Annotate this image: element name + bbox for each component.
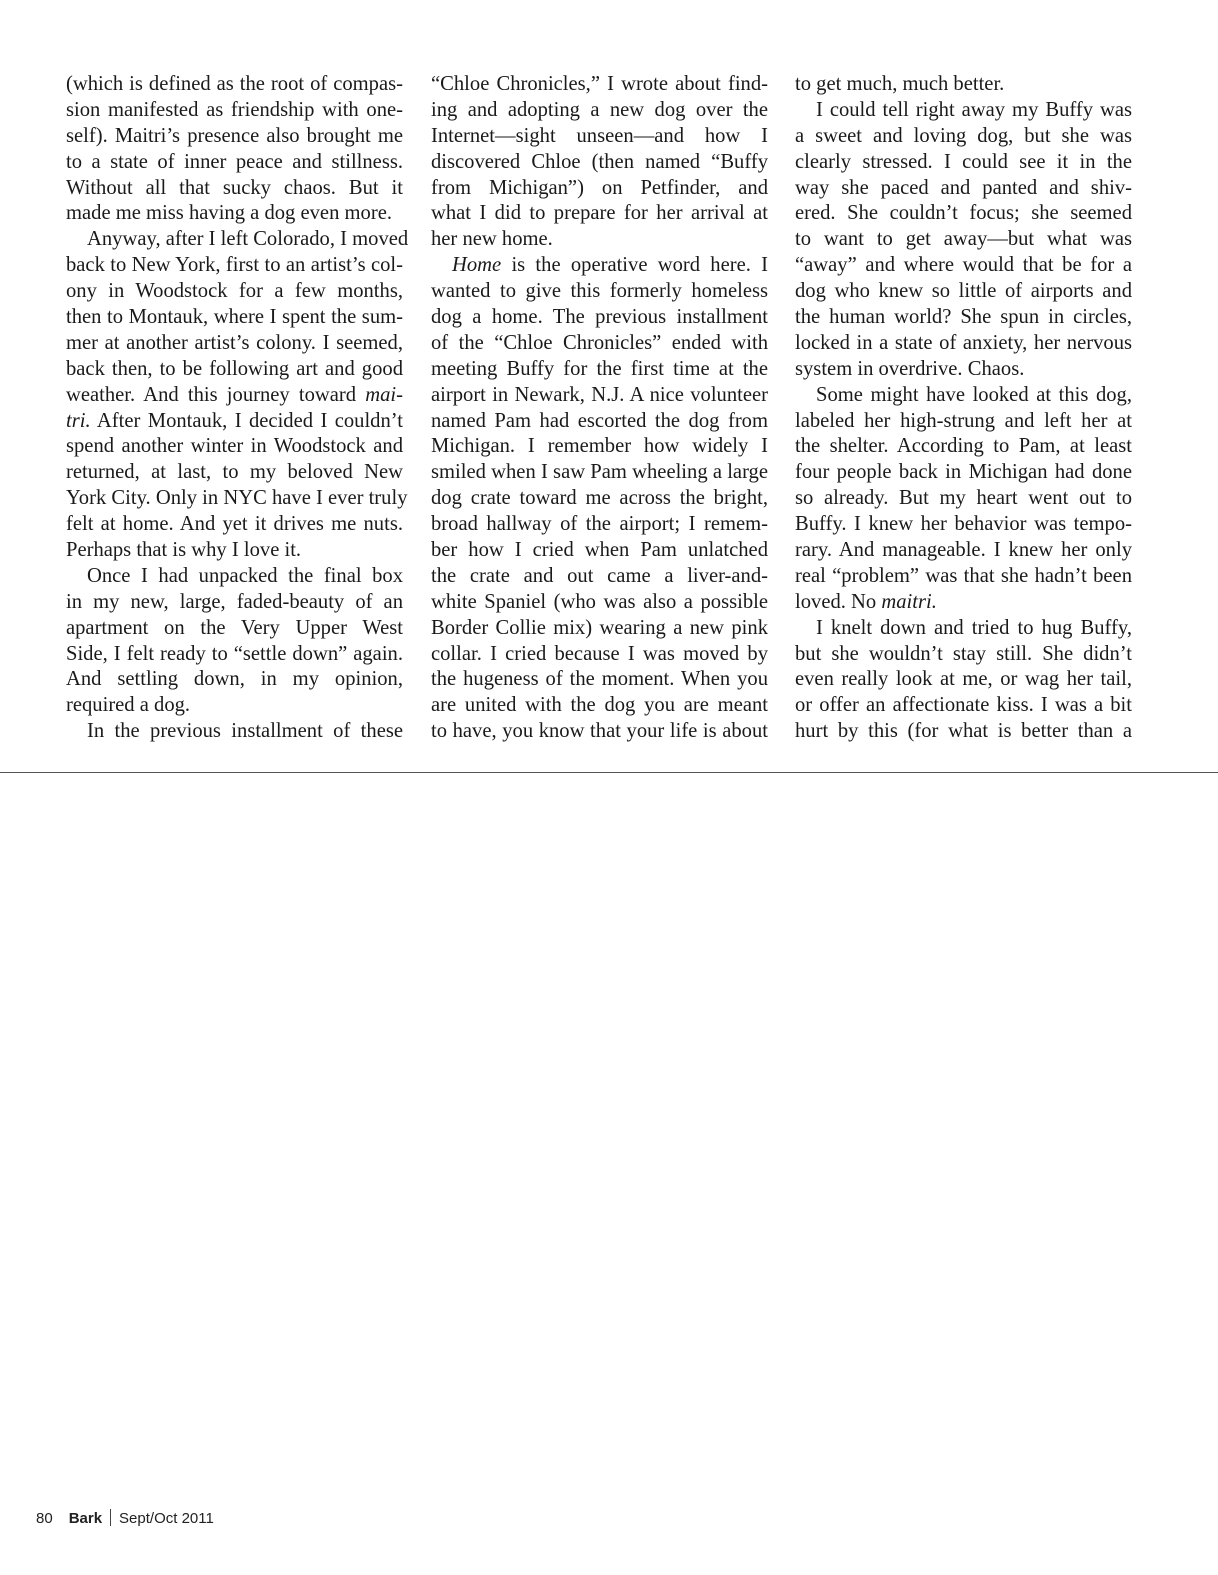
text-line: And settling down, in my opinion, <box>66 668 403 691</box>
text-line: to a state of inner peace and stillness. <box>66 150 403 173</box>
text-line: the human world? She spun in circles, <box>795 306 1132 329</box>
text-line: spend another winter in Woodstock and <box>66 435 403 458</box>
text-line: the hugeness of the moment. When you <box>431 668 768 691</box>
text-line: tri. After Montauk, I decided I couldn’t <box>66 409 403 432</box>
text-line: Some might have looked at this dog, <box>816 383 1132 406</box>
text-line: returned, at last, to my beloved New <box>66 461 403 484</box>
text-line: named Pam had escorted the dog from <box>431 409 768 432</box>
text-line: Michigan. I remember how widely I <box>431 435 768 458</box>
text-line: made me miss having a dog even more. <box>66 202 392 225</box>
text-line: Home is the operative word here. I <box>452 254 768 277</box>
text-line: are united with the dog you are meant <box>431 694 768 717</box>
text-line: ered. She couldn’t focus; she seemed <box>795 202 1132 225</box>
text-line: meeting Buffy for the first time at the <box>431 357 768 380</box>
text-line: ony in Woodstock for a few months, <box>66 280 403 303</box>
publication-name: Bark <box>68 1510 103 1527</box>
text-line: from Michigan”) on Petfinder, and <box>431 176 768 199</box>
text-line: York City. Only in NYC have I ever truly <box>66 487 408 510</box>
text-line: collar. I cried because I was moved by <box>431 642 768 665</box>
text-line: apartment on the Very Upper West <box>66 616 403 639</box>
section-divider <box>0 772 1218 773</box>
text-line: I knelt down and tried to hug Buffy, <box>816 616 1132 639</box>
text-line: required a dog. <box>66 694 191 717</box>
text-line: felt at home. And yet it drives me nuts. <box>66 513 403 536</box>
text-line: or offer an affectionate kiss. I was a bit <box>795 694 1132 717</box>
text-line: locked in a state of anxiety, her nervous <box>795 331 1132 354</box>
text-line: labeled her high-strung and left her at <box>795 409 1132 432</box>
page-number: 80 <box>36 1510 53 1527</box>
text-line: wanted to give this formerly homeless <box>431 280 768 303</box>
text-line: hurt by this (for what is better than a <box>795 720 1132 743</box>
text-line: smiled when I saw Pam wheeling a large <box>431 461 768 484</box>
text-line: real “problem” was that she hadn’t been <box>795 564 1132 587</box>
text-line: what I did to prepare for her arrival at <box>431 202 768 225</box>
text-line: back to New York, first to an artist’s col- <box>66 254 403 277</box>
text-line: the shelter. According to Pam, at least <box>795 435 1132 458</box>
text-line: Buffy. I knew her behavior was tempo- <box>795 513 1132 536</box>
text-line: “Chloe Chronicles,” I wrote about find- <box>431 73 768 95</box>
text-line: clearly stressed. I could see it in the <box>795 150 1132 173</box>
text-line: to want to get away—but what was <box>795 228 1132 251</box>
text-line: her new home. <box>431 228 553 251</box>
text-line: rary. And manageable. I knew her only <box>795 539 1132 562</box>
text-line: “away” and where would that be for a <box>795 254 1132 277</box>
text-line: a sweet and loving dog, but she was <box>795 124 1132 147</box>
text-line: Side, I felt ready to “settle down” again. <box>66 642 403 665</box>
article-column-3 <box>795 72 1132 745</box>
text-line: Border Collie mix) wearing a new pink <box>431 616 768 639</box>
article-column-1 <box>66 72 409 745</box>
text-line: so already. But my heart went out to <box>795 487 1132 510</box>
text-line: dog crate toward me across the bright, <box>431 487 768 510</box>
article-column-2 <box>431 72 768 745</box>
text-line: Without all that sucky chaos. But it <box>66 176 403 199</box>
text-line: sion manifested as friendship with one- <box>66 98 403 121</box>
text-line: Perhaps that is why I love it. <box>66 539 302 562</box>
text-line: Once I had unpacked the final box <box>87 564 403 587</box>
text-line: airport in Newark, N.J. A nice volunteer <box>431 383 768 406</box>
text-line: broad hallway of the airport; I remem- <box>431 513 768 536</box>
text-line: ber how I cried when Pam unlatched <box>431 539 768 562</box>
text-line: I could tell right away my Buffy was <box>816 98 1132 121</box>
text-line: back then, to be following art and good <box>66 357 403 380</box>
text-line: four people back in Michigan had done <box>795 461 1132 484</box>
text-line: system in overdrive. Chaos. <box>795 357 1025 380</box>
text-line: the crate and out came a liver-and- <box>431 564 768 587</box>
page-footer <box>36 1509 214 1527</box>
text-line: self). Maitri’s presence also brought me <box>66 124 403 147</box>
text-line: dog a home. The previous installment <box>431 306 768 329</box>
footer-separator <box>110 1509 111 1526</box>
issue-date: Sept/Oct 2011 <box>119 1510 214 1527</box>
text-line: but she wouldn’t stay still. She didn’t <box>795 642 1132 665</box>
text-line: dog who knew so little of airports and <box>795 280 1132 303</box>
text-line: In the previous installment of these <box>87 720 403 743</box>
text-line: even really look at me, or wag her tail, <box>795 668 1132 691</box>
text-line: Anyway, after I left Colorado, I moved <box>87 228 409 251</box>
text-line: way she paced and panted and shiv- <box>795 176 1132 199</box>
text-line: weather. And this journey toward mai- <box>66 383 403 406</box>
text-line: discovered Chloe (then named “Buffy <box>431 150 768 173</box>
text-line: in my new, large, faded-beauty of an <box>66 590 403 613</box>
text-line: then to Montauk, where I spent the sum- <box>66 306 403 329</box>
text-line: ing and adopting a new dog over the <box>431 98 768 121</box>
text-line: mer at another artist’s colony. I seemed, <box>66 331 403 354</box>
text-line: of the “Chloe Chronicles” ended with <box>431 331 768 354</box>
text-line: loved. No maitri. <box>795 590 937 613</box>
text-line: to have, you know that your life is about <box>431 720 768 743</box>
text-line: to get much, much better. <box>795 73 1005 95</box>
text-line: white Spaniel (who was also a possible <box>431 590 768 613</box>
text-line: (which is defined as the root of compas- <box>66 73 403 95</box>
text-line: Internet—sight unseen—and how I <box>431 124 768 147</box>
